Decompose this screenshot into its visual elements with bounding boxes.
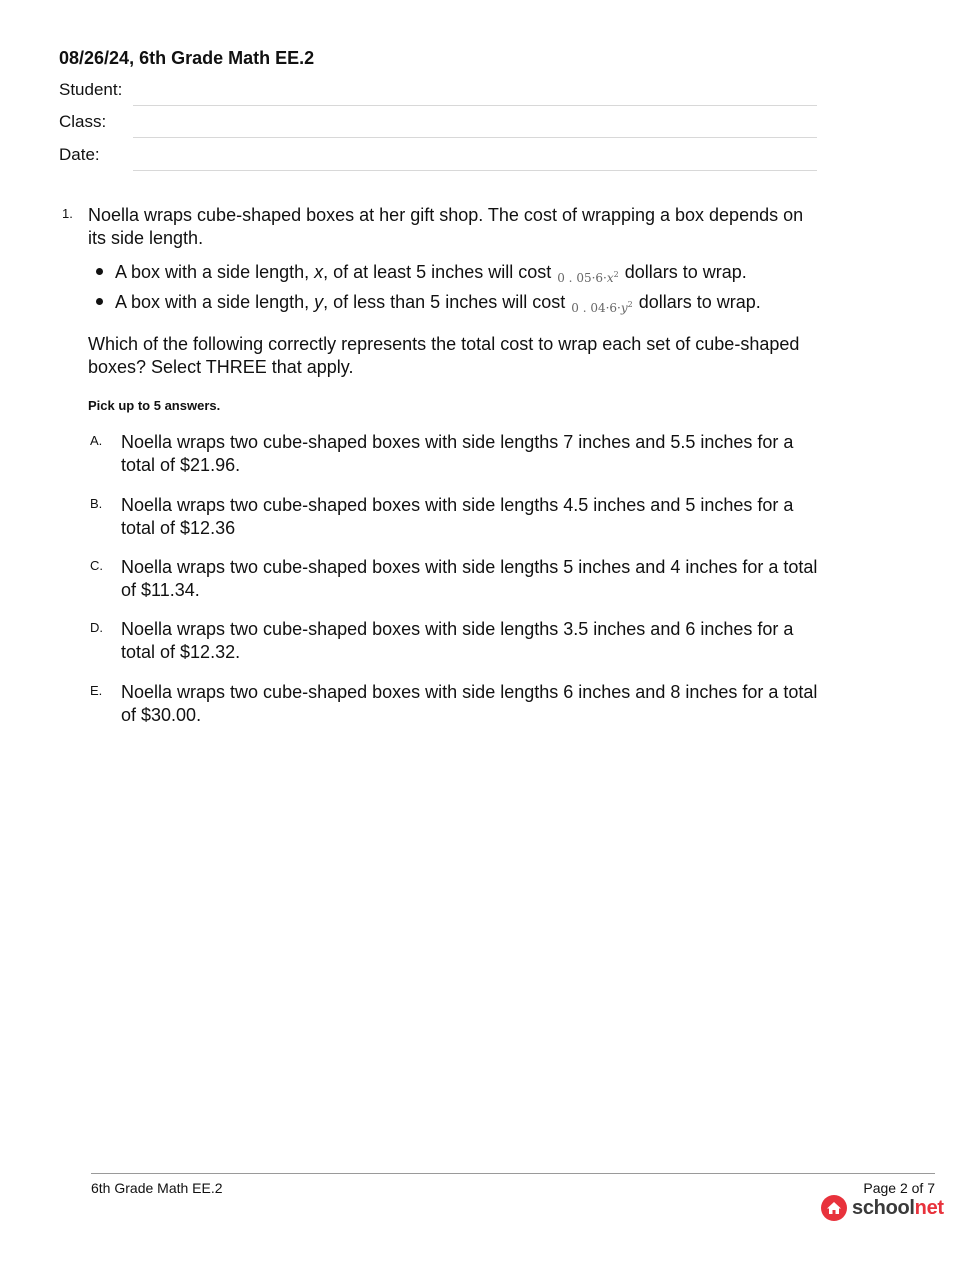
class-label: Class: [59, 112, 107, 131]
option-text: Noella wraps two cube-shaped boxes with side lengths 3.5 inches and 6 inches for a total of $12.32. [121, 619, 794, 662]
bullet-dot [96, 298, 103, 305]
date-line [133, 170, 817, 171]
footer-divider [91, 1173, 935, 1174]
class-line [133, 137, 817, 138]
option-letter: D. [90, 620, 103, 635]
option-text: Noella wraps two cube-shaped boxes with side lengths 6 inches and 8 inches for a total of $30.00. [121, 682, 818, 725]
student-label: Student: [59, 80, 123, 99]
page-title: 08/26/24, 6th Grade Math EE.2 [59, 48, 315, 68]
option-letter: A. [90, 433, 103, 448]
bullet-item: A box with a side length, y, of less than 5 inches will cost $_{0 . 04\cdot 6\cdot y^2}$ dollars to wrap. [96, 292, 761, 315]
option-text: Noella wraps two cube-shaped boxes with side lengths 4.5 inches and 5 inches for a total of $12.36 [121, 495, 794, 538]
logo-text-net: net [914, 1196, 944, 1219]
option-text: Noella wraps two cube-shaped boxes with side lengths 5 inches and 4 inches for a total of $11.34. [121, 557, 818, 600]
question-prompt: Which of the following correctly represents the total cost to wrap each set of cube-shaped boxes? Select THREE that apply. [88, 334, 800, 377]
date-label: Date: [59, 145, 100, 164]
page-number: Page 2 of 7 [863, 1180, 935, 1196]
logo-text-school: school [852, 1196, 915, 1219]
answer-instruction: Pick up to 5 answers. [88, 398, 221, 413]
question-stem: Noella wraps cube-shaped boxes at her gift shop. The cost of wrapping a box depends on its side length. [88, 205, 804, 248]
bullet-dot [96, 268, 103, 275]
student-line [133, 105, 817, 106]
home-icon [820, 1194, 848, 1222]
math-expression: 0 . 05·6·x2 [557, 270, 619, 285]
math-expression: 0 . 04·6·y2 [571, 300, 633, 315]
option-text: Noella wraps two cube-shaped boxes with side lengths 7 inches and 5.5 inches for a total of $21.96. [121, 432, 794, 475]
schoolnet-logo [820, 1193, 944, 1223]
option-letter: B. [90, 496, 103, 511]
question-number: 1. [62, 206, 73, 221]
bullet-item: A box with a side length, x, of at least 5 inches will cost $_{0 . 05\cdot 6\cdot x^2}$ dollars to wrap. [96, 262, 747, 285]
option-letter: C. [90, 558, 103, 573]
footer-title: 6th Grade Math EE.2 [91, 1180, 223, 1196]
option-letter: E. [90, 683, 103, 698]
